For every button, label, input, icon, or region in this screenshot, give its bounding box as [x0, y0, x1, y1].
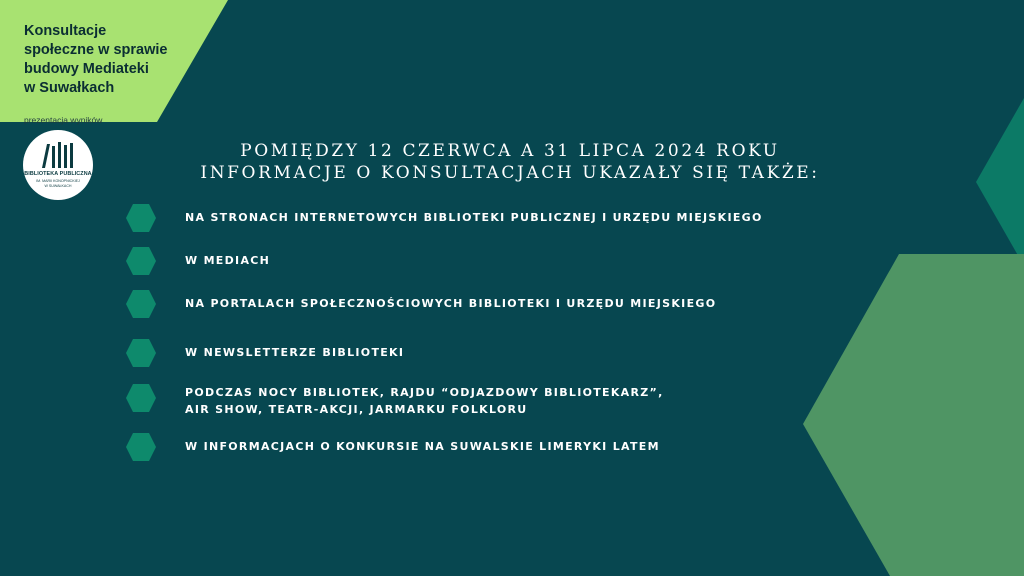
logo-patron: IM. MARII KONOPNICKIEJ	[36, 179, 80, 183]
title-line: Konsultacje	[24, 23, 107, 39]
books-icon	[41, 140, 75, 170]
right-green-hexagon	[803, 254, 1024, 576]
hexagon-bullet-icon	[125, 384, 157, 412]
hexagon-bullet-icon	[125, 339, 157, 367]
hexagon-bullet-icon	[125, 290, 157, 318]
list-item-text	[185, 384, 664, 418]
list-item-text	[185, 295, 716, 312]
presentation-subtitle: prezentacja wyników	[24, 115, 103, 125]
list-item-text	[185, 252, 270, 269]
list-item-text	[185, 209, 763, 226]
list-item-line: W NEWSLETTERZE BIBLIOTEKI	[185, 346, 405, 359]
title-line: społeczne w sprawie	[24, 42, 168, 58]
list-item-line: PODCZAS NOCY BIBLIOTEK, RAJDU “ODJAZDOWY BIBLIOTEKARZ”,	[185, 386, 664, 399]
list-item-line: NA STRONACH INTERNETOWYCH BIBLIOTEKI PUBLICZNEJ I URZĘDU MIEJSKIEGO	[185, 211, 763, 224]
list-item-text	[185, 438, 660, 455]
hexagon-bullet-icon	[125, 204, 157, 232]
list-item-line: W MEDIACH	[185, 254, 271, 267]
logo-name: BIBLIOTEKA PUBLICZNA	[24, 171, 92, 177]
list-item-line: AIR SHOW, TEATR-AKCJI, JARMARKU FOLKLORU	[185, 403, 528, 416]
headline-line: INFORMACJE O KONSULTACJACH UKAZAŁY SIĘ TAKŻE:	[200, 163, 820, 183]
list-item-line: W INFORMACJACH O KONKURSIE NA SUWALSKIE LIMERYKI LATEM	[185, 440, 660, 453]
headline-line: POMIĘDZY 12 CZERWCA A 31 LIPCA 2024 ROKU	[240, 141, 780, 161]
title-line: budowy Mediateki	[24, 61, 149, 77]
hexagon-bullet-icon	[125, 247, 157, 275]
logo-city: W SUWAŁKACH	[44, 184, 72, 188]
main-headline	[150, 140, 870, 184]
hexagon-bullet-icon	[125, 433, 157, 461]
presentation-title	[24, 22, 184, 98]
library-logo	[23, 130, 93, 200]
right-teal-triangle	[976, 98, 1024, 266]
presentation-header	[24, 22, 184, 125]
title-line: w Suwałkach	[24, 80, 115, 96]
list-item-line: NA PORTALACH SPOŁECZNOŚCIOWYCH BIBLIOTEKI I URZĘDU MIEJSKIEGO	[185, 297, 717, 310]
list-item-text	[185, 344, 404, 361]
